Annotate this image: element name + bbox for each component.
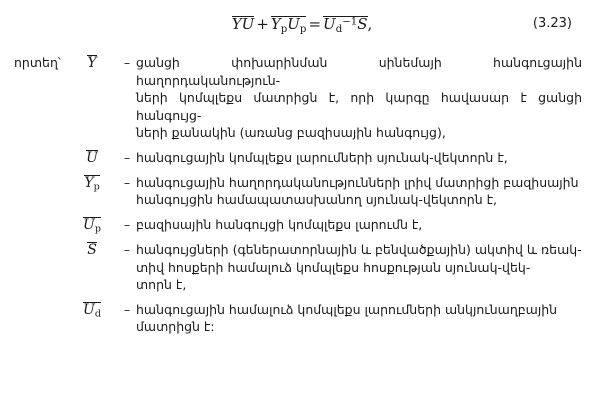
definition-symbol-yp: $Y_р$ <box>84 174 100 193</box>
definition-symbol-y: Y <box>87 55 97 71</box>
definition-dash: – <box>123 242 131 258</box>
definition-list <box>0 54 604 336</box>
definition-row <box>0 54 604 142</box>
definition-row <box>0 301 604 336</box>
equation-row <box>0 8 604 42</box>
definition-symbol-u: U <box>86 149 98 166</box>
definition-description: հանգուցային հաղորդականությունների լրիվ մատրիցի բազիսային հանգույցին համապատասխանող սյունակ-վեկտորն է, <box>136 174 579 207</box>
equation-term-s: S <box>357 15 368 33</box>
equation-plus: + <box>256 15 269 33</box>
definition-row <box>0 174 604 209</box>
definition-description: բազիսային հանգույցի կոմպլեքս լարումն է, <box>136 216 423 232</box>
definition-lead-in: որտեղ՝ <box>14 55 61 70</box>
definition-symbol-up: $U_р$ <box>83 216 101 235</box>
definition-description: հանգուցային կոմպլեքս լարումների սյունակ-վեկտորն է, <box>136 149 508 165</box>
equation-term-yp: $Y_р$ <box>270 15 288 35</box>
definition-row <box>0 216 604 235</box>
definition-dash: – <box>123 301 131 317</box>
document-page <box>0 8 604 413</box>
equation-equals: = <box>308 15 322 33</box>
equation-number: (3.23) <box>532 16 572 31</box>
definition-description: հանգույցների (գեներատորնային և բենվածքային) ակտիվ և ռեակ- տիվ հոսքերի համալուձ կոմպլեքս հոսքության սյունակ-վեկ- տորն է, <box>136 242 582 293</box>
display-equation <box>0 8 604 36</box>
definition-description: ցանցի փոխարինման սինեմայի հանգուցային հաղորդականություն- ների կոմպլեքս մատրիցն է, որի կարգը հավասար է ցանցի հանգույց- ների քանակին (առանց բազիսային հանգույց), <box>136 55 582 140</box>
equation-comma: , <box>367 15 373 33</box>
definition-symbol-ud: $U_d$ <box>83 301 101 320</box>
equation-term-y: Y <box>231 15 242 33</box>
definition-dash: – <box>123 149 131 165</box>
definition-row <box>0 149 604 167</box>
equation-term-u: U <box>241 15 255 33</box>
equation-term-ud-inverse: $U_d^{-1}$ <box>323 15 358 35</box>
definition-dash: – <box>123 216 131 232</box>
equation-term-up: $U_р$ <box>287 15 307 35</box>
definition-description: հանգուցային համալուձ կոմպլեքս լարումների անկյունաղբային մատրիցն է: <box>136 301 558 335</box>
definition-symbol-s: S <box>87 242 97 259</box>
definition-dash: – <box>123 55 131 70</box>
definition-dash: – <box>123 174 131 190</box>
definition-row <box>0 241 604 294</box>
